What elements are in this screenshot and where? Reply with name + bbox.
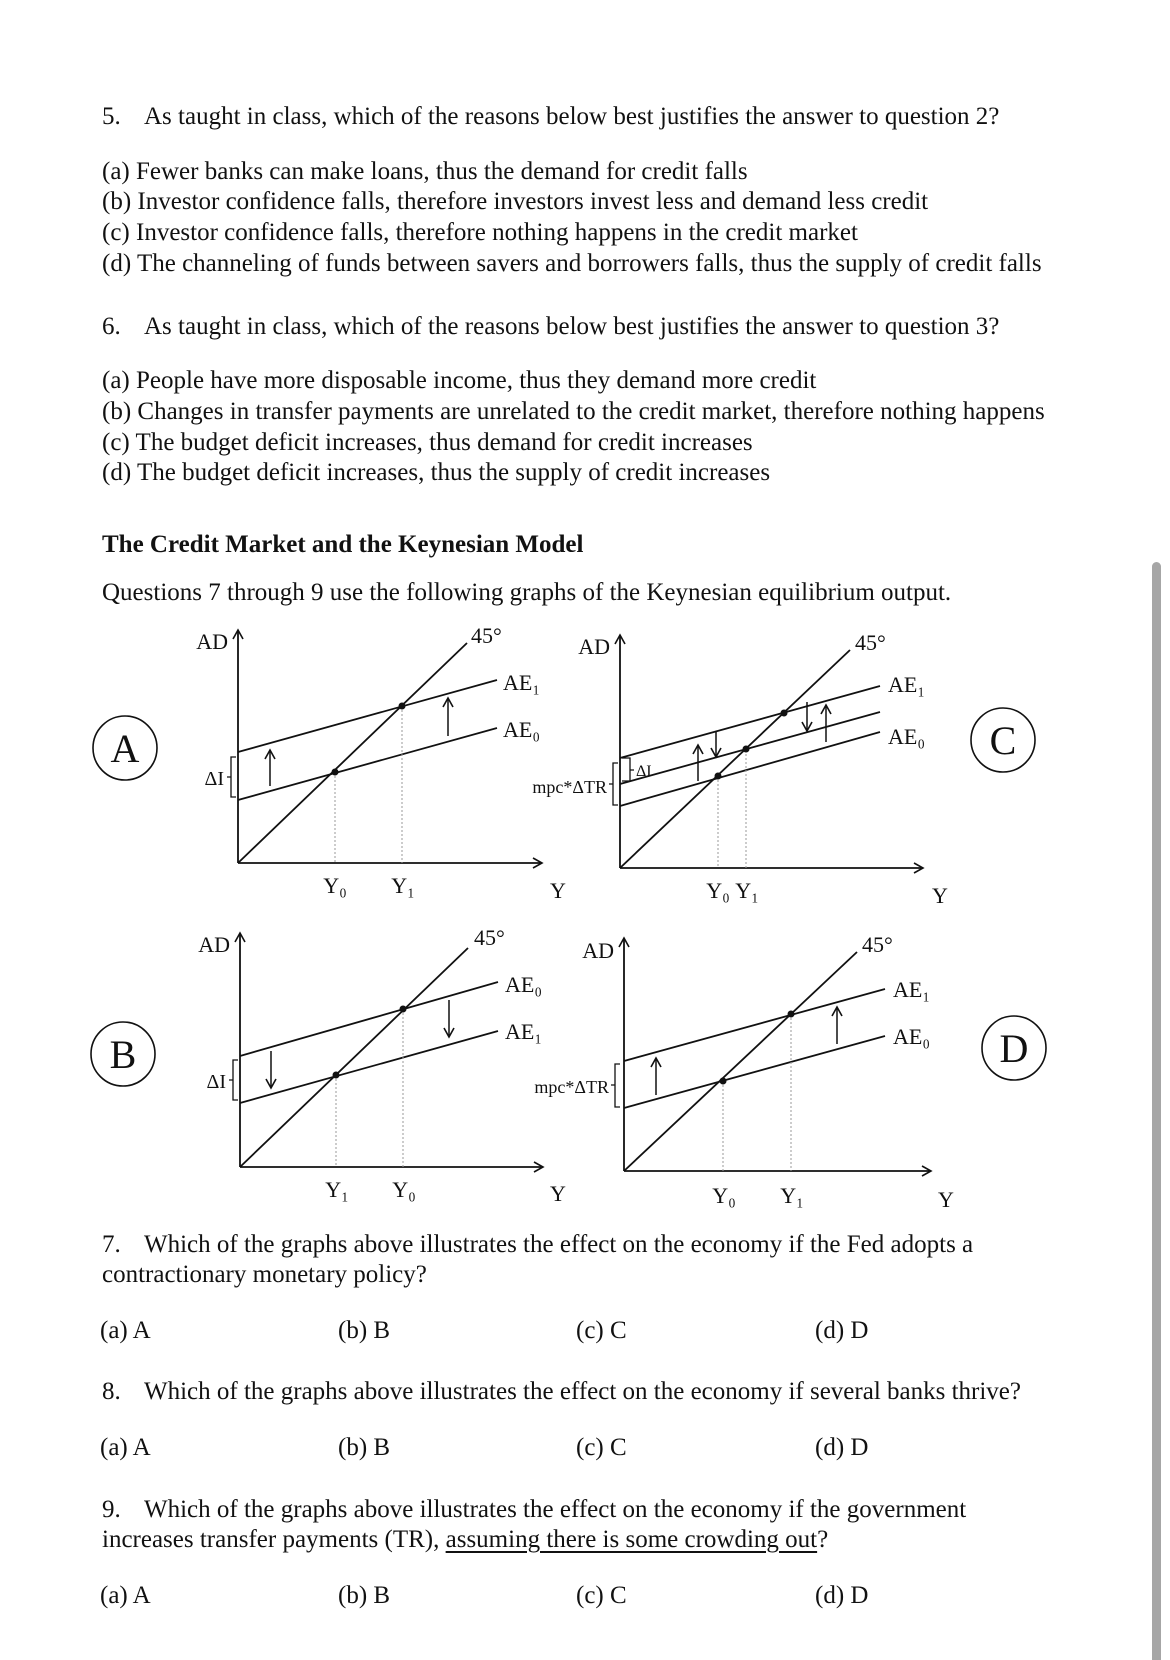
option-c: (c) Investor confidence falls, therefore nothing happens in the credit market: [102, 219, 858, 246]
graph-letter: B: [109, 1032, 137, 1077]
45-degree-line: [624, 952, 857, 1171]
label-y-left: Y₀: [712, 1183, 736, 1208]
label-shift-delta-i: ΔI: [636, 763, 652, 780]
question-text: As taught in class, which of the reasons below best justifies the answer to question 2?: [144, 103, 1000, 130]
equilibrium-point: [332, 769, 339, 776]
label-y-left: Y₀: [706, 878, 730, 903]
answer-d: (d) D: [815, 1434, 869, 1461]
question-text-continued: [102, 1524, 828, 1555]
answer-a: (a) A: [100, 1317, 151, 1344]
delta-i-bracket: [622, 758, 634, 781]
option-a: (a) Fewer banks can make loans, thus the demand for credit falls: [102, 158, 748, 185]
label-y-right: Y₁: [735, 878, 759, 903]
label-shift: ΔI: [206, 1071, 226, 1093]
delta-i-bracket: [229, 1060, 238, 1100]
ae1-line: [624, 989, 885, 1061]
answer-c: (c) C: [576, 1582, 627, 1609]
axis-label-ad: AD: [198, 932, 230, 957]
graph-a: [93, 630, 542, 863]
axis-label-ad: AD: [196, 629, 228, 654]
ae1-line: [240, 1031, 498, 1103]
scrollbar[interactable]: [1152, 562, 1161, 1660]
ae1-line: [238, 680, 497, 752]
answer-d: (d) D: [815, 1317, 869, 1344]
label-shift: ΔI: [204, 768, 224, 790]
question-text: Which of the graphs above illustrates the effect on the economy if several banks thrive?: [144, 1378, 1022, 1405]
mpc-dtr-bracket: [609, 763, 618, 805]
answer-c: (c) C: [576, 1434, 627, 1461]
label-ae-top: AE₁: [503, 670, 540, 695]
delta-i-bracket: [227, 757, 236, 797]
label-ae-top: AE₁: [888, 672, 925, 697]
answer-b: (b) B: [338, 1582, 391, 1609]
question-text: As taught in class, which of the reasons below best justifies the answer to question 3?: [144, 313, 1000, 340]
graph-letter: A: [110, 726, 140, 771]
ae0-line: [240, 982, 498, 1056]
label-y-left: Y₀: [323, 873, 347, 898]
question-number: 5.: [102, 103, 121, 130]
question-number: 8.: [102, 1378, 121, 1405]
answer-a: (a) A: [100, 1434, 151, 1461]
question-number: 6.: [102, 313, 121, 340]
graph-letter: C: [989, 718, 1017, 763]
option-a: (a) People have more disposable income, thus they demand more credit: [102, 367, 817, 394]
answer-a: (a) A: [100, 1582, 151, 1609]
axis-label-y: Y: [550, 1181, 566, 1206]
equilibrium-point: [743, 746, 750, 753]
label-ae-bottom: AE₀: [888, 724, 925, 749]
section-heading: The Credit Market and the Keynesian Model: [102, 531, 584, 558]
option-b: (b) Investor confidence falls, therefore investors invest less and demand less credit: [102, 188, 929, 215]
option-d: (d) The channeling of funds between savers and borrowers falls, thus the supply of credit falls: [102, 250, 1042, 277]
axis-label-y: Y: [938, 1187, 954, 1212]
label-45-degree: 45°: [855, 630, 886, 655]
section-intro: Questions 7 through 9 use the following graphs of the Keynesian equilibrium output.: [102, 579, 952, 606]
axis-label-y: Y: [932, 883, 948, 908]
axis-label-ad: AD: [578, 634, 610, 659]
label-45-degree: 45°: [471, 623, 502, 648]
mpc-dtr-bracket: [611, 1064, 620, 1107]
label-ae-bottom: AE₀: [503, 717, 540, 742]
underlined-assumption: assuming there is some crowding out: [445, 1526, 818, 1553]
label-45-degree: 45°: [474, 925, 505, 950]
option-c: (c) The budget deficit increases, thus demand for credit increases: [102, 429, 753, 456]
label-ae-bottom: AE₁: [505, 1019, 542, 1044]
question-text-continued: contractionary monetary policy?: [102, 1261, 427, 1288]
option-b: (b) Changes in transfer payments are unrelated to the credit market, therefore nothing happens: [102, 398, 1045, 425]
ae0-line: [624, 1036, 885, 1108]
equilibrium-point: [333, 1072, 340, 1079]
equilibrium-point: [720, 1078, 727, 1085]
answer-c: (c) C: [576, 1317, 627, 1344]
equilibrium-point: [781, 710, 788, 717]
answer-d: (d) D: [815, 1582, 869, 1609]
graph-b: [91, 933, 543, 1167]
question-number: 7.: [102, 1231, 121, 1258]
option-d: (d) The budget deficit increases, thus the supply of credit increases: [102, 459, 771, 486]
equilibrium-point: [399, 703, 406, 710]
question-text: Which of the graphs above illustrates the effect on the economy if the Fed adopts a: [144, 1231, 974, 1258]
ae0-line: [620, 732, 880, 806]
equilibrium-point: [715, 773, 722, 780]
answer-b: (b) B: [338, 1434, 391, 1461]
label-y-left: Y₁: [325, 1177, 349, 1202]
answer-b: (b) B: [338, 1317, 391, 1344]
equilibrium-point: [400, 1006, 407, 1013]
label-shift: mpc*ΔTR: [534, 1077, 609, 1097]
label-shift: mpc*ΔTR: [532, 777, 607, 797]
question-number: 9.: [102, 1496, 121, 1523]
label-y-right: Y₁: [780, 1183, 804, 1208]
question-text: Which of the graphs above illustrates the effect on the economy if the government: [144, 1496, 967, 1523]
label-ae-top: AE₁: [893, 977, 930, 1002]
label-45-degree: 45°: [862, 932, 893, 957]
graph-d: [611, 938, 1046, 1171]
axis-label-y: Y: [550, 878, 566, 903]
label-y-right: Y₀: [392, 1177, 416, 1202]
question-text-part: increases transfer payments (TR),: [102, 1526, 446, 1553]
45-degree-line: [620, 650, 850, 868]
45-degree-line: [240, 948, 468, 1167]
question-mark: ?: [817, 1526, 829, 1553]
45-degree-line: [238, 643, 467, 863]
graph-letter: D: [999, 1026, 1029, 1071]
graph-c: [609, 635, 1035, 868]
equilibrium-point: [788, 1011, 795, 1018]
label-ae-top: AE₀: [505, 972, 542, 997]
label-ae-bottom: AE₀: [893, 1024, 930, 1049]
label-y-right: Y₁: [391, 873, 415, 898]
axis-label-ad: AD: [582, 938, 614, 963]
